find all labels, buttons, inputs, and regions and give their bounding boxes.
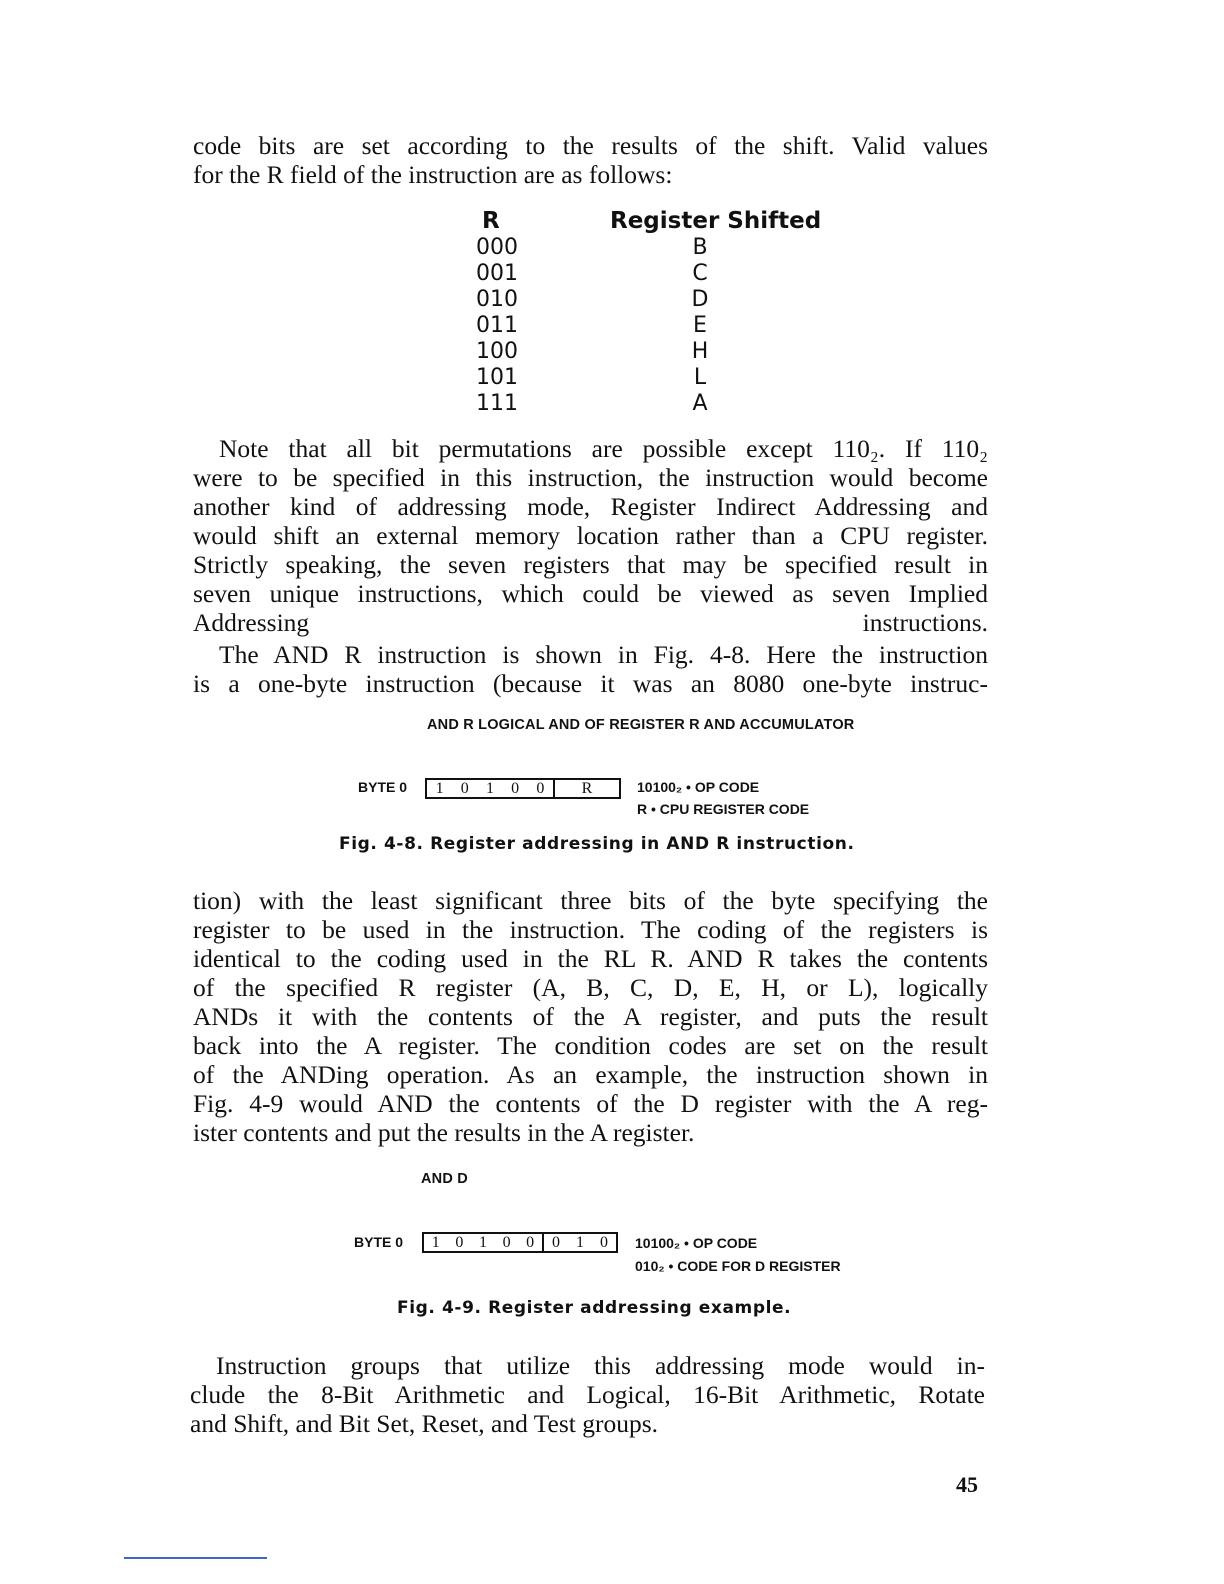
- final-paragraph: [190, 1351, 985, 1438]
- table-cell-code: 011: [476, 313, 518, 338]
- text-line: back into the A register. The condition codes are set on the result: [193, 1031, 988, 1060]
- and-r-paragraph: [193, 640, 988, 698]
- instruction-byte: [422, 1232, 618, 1253]
- table-header-register-shifted: Register Shifted: [610, 208, 822, 234]
- bit: 0: [460, 779, 469, 797]
- text-line: of the specified R register (A, B, C, D, E, H, or L), logically: [193, 973, 988, 1002]
- text-line: The AND R instruction is shown in Fig. 4-8. Here the instruction: [219, 640, 988, 669]
- figure-title: AND D: [421, 1171, 468, 1187]
- text-line: is a one-byte instruction (because it was an 8080 one-byte instruc-: [193, 669, 988, 698]
- table-cell-register: D: [691, 287, 709, 312]
- bit: 0: [536, 779, 545, 797]
- bit: 1: [435, 779, 444, 797]
- table-cell-register: L: [693, 365, 707, 390]
- text-line: Strictly speaking, the seven registers that may be specified result in: [193, 550, 988, 579]
- bit: 1: [431, 1233, 440, 1251]
- figure-title: AND R LOGICAL AND OF REGISTER R AND ACCUMULATOR: [427, 717, 855, 733]
- figure-note: 10100₂ • OP CODE: [635, 1235, 758, 1251]
- register-field-label: R: [581, 779, 593, 797]
- bit: 0: [455, 1233, 464, 1251]
- text-line: and Shift, and Bit Set, Reset, and Test groups.: [190, 1409, 659, 1438]
- bit: 0: [552, 1233, 560, 1251]
- table-cell-code: 001: [476, 261, 518, 286]
- byte-label: BYTE 0: [358, 779, 408, 795]
- table-cell-register: H: [691, 339, 709, 364]
- text-line: clude the 8-Bit Arithmetic and Logical, 16-Bit Arithmetic, Rotate: [190, 1380, 985, 1409]
- bit: 1: [485, 779, 494, 797]
- bit: 1: [478, 1233, 487, 1251]
- opcode-bits: [424, 1234, 542, 1251]
- table-cell-code: 010: [476, 287, 518, 312]
- bit: 1: [576, 1233, 584, 1251]
- bit: 0: [502, 1233, 511, 1251]
- register-field: [553, 780, 619, 797]
- text-line: Addressing instructions.: [193, 608, 988, 637]
- text-line: identical to the coding used in the RL R. AND R takes the contents: [193, 944, 988, 973]
- table-cell-code: 000: [476, 235, 518, 260]
- table-cell-register: E: [693, 313, 707, 338]
- text-line: Note that all bit permutations are possible except 110₂. If 110₂: [219, 434, 988, 463]
- bit: 0: [526, 1233, 535, 1251]
- text-line: seven unique instructions, which could be viewed as seven Implied: [193, 579, 988, 608]
- opcode-bits: [427, 780, 553, 797]
- text-line: were to be specified in this instruction, the instruction would become: [193, 463, 988, 492]
- text-line: Fig. 4-9 would AND the contents of the D register with the A reg-: [193, 1089, 988, 1118]
- page-number: 45: [956, 1472, 978, 1497]
- text-line: Instruction groups that utilize this addressing mode would in-: [216, 1351, 985, 1380]
- text-line: register to be used in the instruction. The coding of the registers is: [193, 915, 988, 944]
- instruction-byte: [425, 778, 621, 799]
- figure-caption: Fig. 4-8. Register addressing in AND R instruction.: [339, 834, 855, 854]
- table-cell-register: B: [692, 235, 708, 260]
- table-cell-code: 111: [476, 391, 518, 416]
- figure-note: 010₂ • CODE FOR D REGISTER: [635, 1258, 841, 1274]
- register-bits: [542, 1234, 616, 1251]
- intro-paragraph: [193, 131, 988, 189]
- figure-caption: Fig. 4-9. Register addressing example.: [397, 1298, 792, 1318]
- byte-label: BYTE 0: [354, 1234, 404, 1250]
- text-line: ister contents and put the results in the A register.: [193, 1118, 695, 1147]
- text-line: for the R field of the instruction are as follows:: [193, 160, 673, 189]
- figure-note: R • CPU REGISTER CODE: [637, 801, 810, 817]
- text-line: ANDs it with the contents of the A register, and puts the result: [193, 1002, 988, 1031]
- text-line: would shift an external memory location rather than a CPU register.: [193, 521, 988, 550]
- figure-note: 10100₂ • OP CODE: [637, 779, 760, 795]
- table-header-r: R: [482, 208, 500, 234]
- and-r-continued-paragraph: [193, 886, 988, 1147]
- bit: 0: [511, 779, 520, 797]
- text-line: of the ANDing operation. As an example, the instruction shown in: [193, 1060, 988, 1089]
- text-line: another kind of addressing mode, Register Indirect Addressing and: [193, 492, 988, 521]
- text-line: tion) with the least significant three bits of the byte specifying the: [193, 886, 988, 915]
- bit: 0: [600, 1233, 608, 1251]
- table-cell-register: A: [692, 391, 708, 416]
- text-line: code bits are set according to the results of the shift. Valid values: [193, 131, 988, 160]
- table-cell-code: 101: [476, 365, 518, 390]
- table-cell-code: 100: [476, 339, 518, 364]
- note-paragraph: [193, 434, 988, 637]
- footer-rule: [124, 1557, 267, 1559]
- table-cell-register: C: [692, 261, 708, 286]
